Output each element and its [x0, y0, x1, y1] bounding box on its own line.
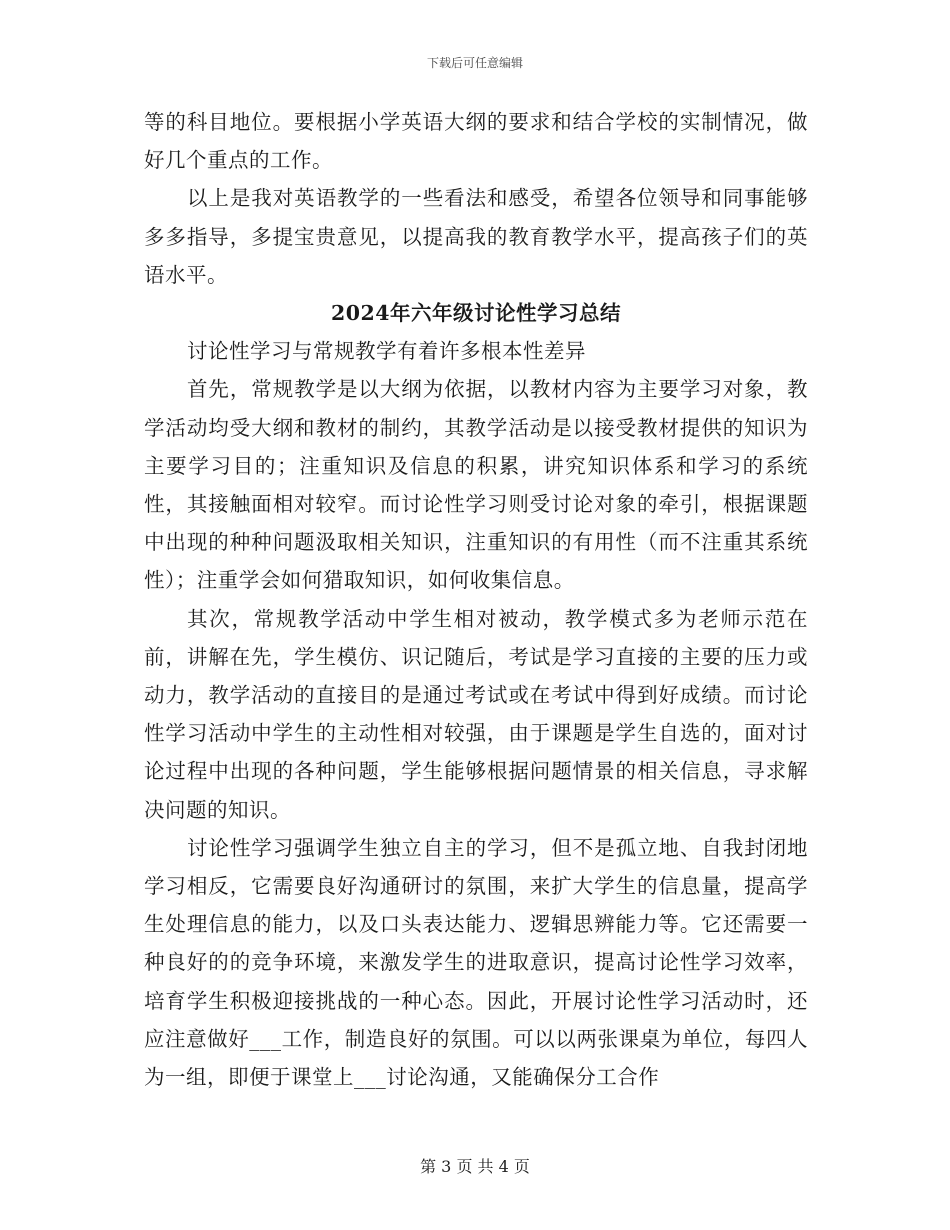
paragraph-intro: 讨论性学习与常规教学有着许多根本性差异: [187, 339, 586, 364]
paragraph-conclusion: 以上是我对英语教学的一些看法和感受，希望各位领导和同事能够多多指导，多提宝贵意见，以提高我的教育教学水平，提高孩子们的英语水平。: [144, 186, 808, 287]
page-header: 下载后可任意编辑: [426, 56, 523, 70]
paragraph-first-point: 首先，常规教学是以大纲为依据，以教材内容为主要学习对象，教学活动均受大纲和教材的制约，其教学活动是以接受教材提供的知识为主要学习目的；注重知识及信息的积累，讲究知识体系和学习的系统性，其接触面相对较窄。而讨论性学习则受讨论对象的牵引，根据课题中出现的种种问题汲取相关知识，注重知识的有用性（而不注重其系统性）；注重学会如何猎取知识，如何收集信息。: [144, 377, 808, 593]
document-body: [144, 103, 808, 1096]
paragraph-second-point: 其次，常规教学活动中学生相对被动，教学模式多为老师示范在前，讲解在先，学生模仿、识记随后，考试是学习直接的主要的压力或动力，教学活动的直接目的是通过考试或在考试中得到好成绩。而讨论性学习活动中学生的主动性相对较强，由于课题是学生自选的，面对讨论过程中出现的各种问题，学生能够根据问题情景的相关信息，寻求解决问题的知识。: [144, 606, 808, 822]
page-footer: 第 3 页 共 4 页: [420, 1157, 530, 1176]
paragraph-continuation: 等的科目地位。要根据小学英语大纲的要求和结合学校的实制情况，做好几个重点的工作。: [144, 110, 808, 173]
paragraph-third-point: 讨论性学习强调学生独立自主的学习，但不是孤立地、自我封闭地学习相反，它需要良好沟通研讨的氛围，来扩大学生的信息量，提高学生处理信息的能力，以及口头表达能力、逻辑思辨能力等。它还需要一种良好的的竞争环境，来激发学生的进取意识，提高讨论性学习效率，培育学生积极迎接挑战的一种心态。因此，开展讨论性学习活动时，还应注意做好___工作，制造良好的氛围。可以以两张课桌为单位，每四人为一组，即便于课堂上___讨论沟通，又能确保分工合作: [144, 835, 808, 1090]
section-title: 2024年六年级讨论性学习总结: [330, 301, 622, 326]
